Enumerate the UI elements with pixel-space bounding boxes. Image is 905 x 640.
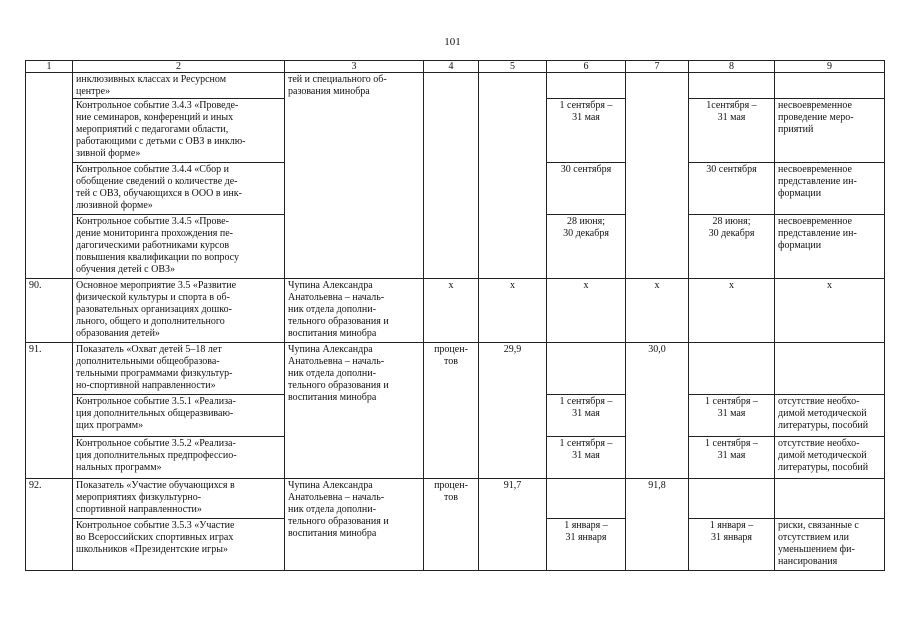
cell-unit: х bbox=[424, 279, 479, 343]
cell-date-end bbox=[689, 343, 775, 395]
cell-date-start bbox=[547, 343, 626, 395]
cell-number bbox=[26, 73, 73, 279]
cell-event: Основное мероприятие 3.5 «Развитие физической культуры и спорта в об- разовательных организациях дошко- льного, общего и дополнительного образования детей» bbox=[73, 279, 285, 343]
col-header: 3 bbox=[285, 61, 424, 73]
cell-date-end: 30 сентября bbox=[689, 163, 775, 215]
plan-table bbox=[25, 60, 885, 571]
cell-risk: несвоевременное проведение меро- приятий bbox=[775, 99, 885, 163]
col-header: 1 bbox=[26, 61, 73, 73]
cell-event: Показатель «Охват детей 5–18 лет дополнительными общеобразова- тельными программами физкультур- но-спортивной направленности» bbox=[73, 343, 285, 395]
cell-date-start: 28 июня; 30 декабря bbox=[547, 215, 626, 279]
cell-risk: отсутствие необхо- димой методической литературы, пособий bbox=[775, 437, 885, 479]
col-header: 9 bbox=[775, 61, 885, 73]
cell-date-start: 1 января – 31 января bbox=[547, 519, 626, 571]
cell-number: 92. bbox=[26, 479, 73, 571]
cell-date-start: 1 сентября – 31 мая bbox=[547, 395, 626, 437]
cell-unit bbox=[424, 73, 479, 279]
cell-date-start: 1 сентября – 31 мая bbox=[547, 99, 626, 163]
cell-unit: процен- тов bbox=[424, 479, 479, 571]
cell-risk: несвоевременное представление ин- формации bbox=[775, 215, 885, 279]
cell-date-end: 1 сентября – 31 мая bbox=[689, 437, 775, 479]
cell-date-end bbox=[689, 73, 775, 99]
cell-base-value: 91,7 bbox=[479, 479, 547, 571]
cell-target-value: 91,8 bbox=[626, 479, 689, 571]
table-row bbox=[26, 479, 885, 519]
col-header: 8 bbox=[689, 61, 775, 73]
cell-date-end: 1 сентября – 31 мая bbox=[689, 395, 775, 437]
cell-date-end: 1 января – 31 января bbox=[689, 519, 775, 571]
cell-event: Контрольное событие 3.4.5 «Прове- дение мониторинга прохождения пе- дагогическими работниками курсов повышения квалификации по вопросу обучения детей с ОВЗ» bbox=[73, 215, 285, 279]
page-number: 101 bbox=[444, 36, 461, 48]
cell-risk: отсутствие необхо- димой методической литературы, пособий bbox=[775, 395, 885, 437]
cell-risk bbox=[775, 343, 885, 395]
cell-date-end: 1сентября – 31 мая bbox=[689, 99, 775, 163]
cell-date-start: 1 сентября – 31 мая bbox=[547, 437, 626, 479]
table-row bbox=[26, 73, 885, 99]
cell-responsible: Чупина Александра Анатольевна – началь- ник отдела дополни- тельного образования и воспитания минобра bbox=[285, 279, 424, 343]
cell-number: 91. bbox=[26, 343, 73, 479]
cell-date-start bbox=[547, 73, 626, 99]
cell-unit: процен- тов bbox=[424, 343, 479, 479]
cell-event: Контрольное событие 3.5.1 «Реализа- ция дополнительных общеразвиваю- щих программ» bbox=[73, 395, 285, 437]
col-header: 6 bbox=[547, 61, 626, 73]
cell-date-end: х bbox=[689, 279, 775, 343]
cell-base-value: х bbox=[479, 279, 547, 343]
cell-date-start: 30 сентября bbox=[547, 163, 626, 215]
table-row bbox=[26, 279, 885, 343]
cell-target-value bbox=[626, 73, 689, 279]
cell-date-end bbox=[689, 479, 775, 519]
cell-responsible: тей и специального об- разования минобра bbox=[285, 73, 424, 279]
col-header: 7 bbox=[626, 61, 689, 73]
cell-event: Контрольное событие 3.5.3 «Участие во Всероссийских спортивных играх школьников «Президентские игры» bbox=[73, 519, 285, 571]
cell-event: Контрольное событие 3.5.2 «Реализа- ция дополнительных предпрофессио- нальных программ» bbox=[73, 437, 285, 479]
cell-risk: несвоевременное представление ин- формации bbox=[775, 163, 885, 215]
cell-event: инклюзивных классах и Ресурсном центре» bbox=[73, 73, 285, 99]
column-number-row bbox=[26, 61, 885, 73]
cell-date-end: 28 июня; 30 декабря bbox=[689, 215, 775, 279]
cell-risk: риски, связанные с отсутствием или уменьшением фи- нансирования bbox=[775, 519, 885, 571]
cell-event: Контрольное событие 3.4.4 «Сбор и обобщение сведений о количестве де- тей с ОВЗ, обучающихся в ООО в инк- люзивной форме» bbox=[73, 163, 285, 215]
col-header: 2 bbox=[73, 61, 285, 73]
cell-date-start: х bbox=[547, 279, 626, 343]
cell-target-value: 30,0 bbox=[626, 343, 689, 479]
cell-risk bbox=[775, 73, 885, 99]
cell-responsible: Чупина Александра Анатольевна – началь- ник отдела дополни- тельного образования и воспитания минобра bbox=[285, 479, 424, 571]
cell-event: Контрольное событие 3.4.3 «Проведе- ние семинаров, конференций и иных мероприятий с педагогами области, работающими с детьми с ОВЗ в инклю- зивной форме» bbox=[73, 99, 285, 163]
cell-base-value bbox=[479, 73, 547, 279]
cell-risk bbox=[775, 479, 885, 519]
cell-responsible: Чупина Александра Анатольевна – началь- ник отдела дополни- тельного образования и воспитания минобра bbox=[285, 343, 424, 479]
cell-date-start bbox=[547, 479, 626, 519]
cell-number: 90. bbox=[26, 279, 73, 343]
cell-target-value: х bbox=[626, 279, 689, 343]
cell-risk: х bbox=[775, 279, 885, 343]
col-header: 4 bbox=[424, 61, 479, 73]
col-header: 5 bbox=[479, 61, 547, 73]
table-row bbox=[26, 343, 885, 395]
cell-event: Показатель «Участие обучающихся в мероприятиях физкультурно- спортивной направленности» bbox=[73, 479, 285, 519]
cell-base-value: 29,9 bbox=[479, 343, 547, 479]
